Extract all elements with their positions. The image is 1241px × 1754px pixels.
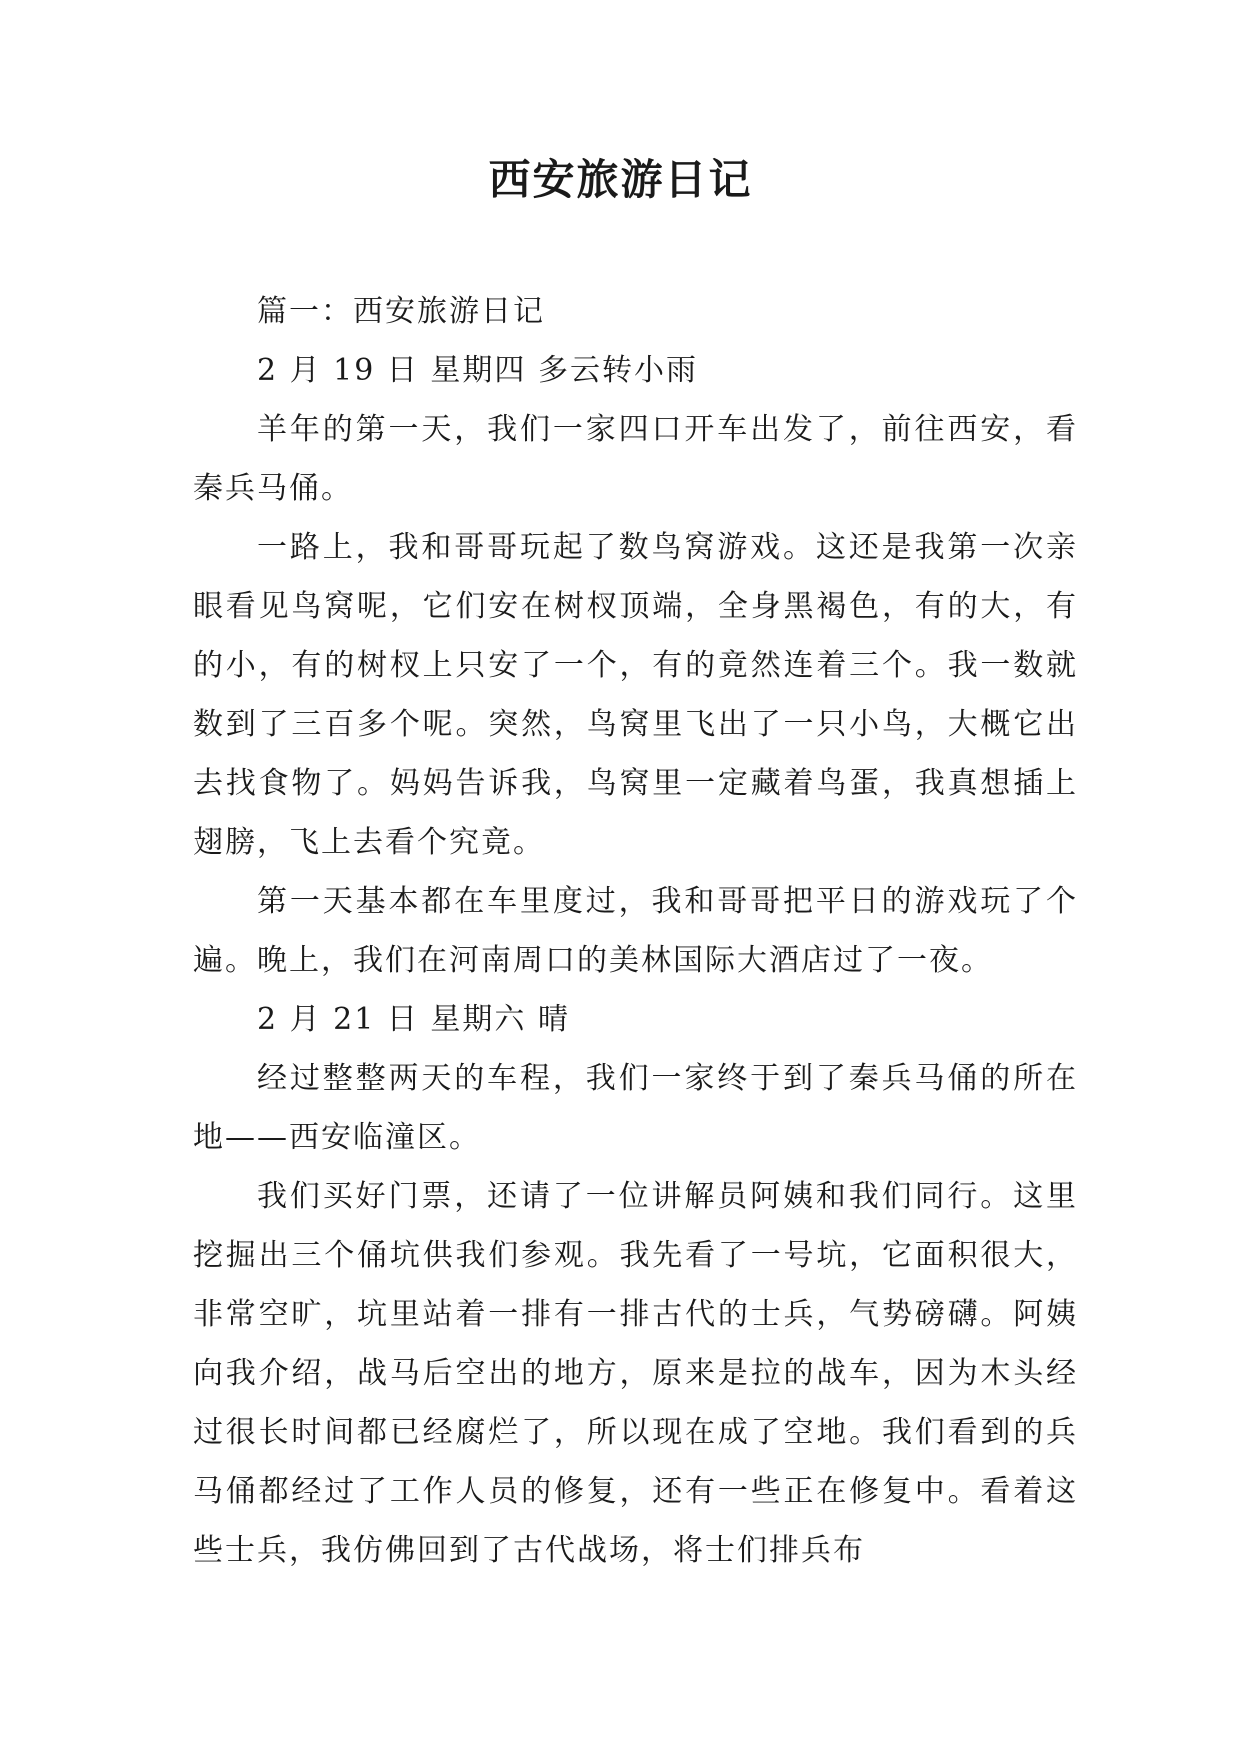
- document-body: [193, 282, 1078, 1580]
- paragraph: 第一天基本都在车里度过，我和哥哥把平日的游戏玩了个遍。晚上，我们在河南周口的美林国际大酒店过了一夜。: [193, 884, 1078, 978]
- diary-date-line: 2 月 21 日 星期六 晴: [257, 1002, 570, 1037]
- document-title: 西安旅游日记: [488, 155, 753, 204]
- paragraph: 羊年的第一天，我们一家四口开车出发了，前往西安，看秦兵马俑。: [193, 412, 1078, 506]
- diary-date-line: 2 月 19 日 星期四 多云转小雨: [257, 353, 698, 388]
- paragraph: 经过整整两天的车程，我们一家终于到了秦兵马俑的所在地——西安临潼区。: [193, 1061, 1078, 1155]
- paragraph: 我们买好门票，还请了一位讲解员阿姨和我们同行。这里挖掘出三个俑坑供我们参观。我先看了一号坑，它面积很大，非常空旷，坑里站着一排有一排古代的士兵，气势磅礴。阿姨向我介绍，战马后空出的地方，原来是拉的战车，因为木头经过很长时间都已经腐烂了，所以现在成了空地。我们看到的兵马俑都经过了工作人员的修复，还有一些正在修复中。看着这些士兵，我仿佛回到了古代战场，将士们排兵布: [193, 1179, 1078, 1568]
- paragraph: 一路上，我和哥哥玩起了数鸟窝游戏。这还是我第一次亲眼看见鸟窝呢，它们安在树杈顶端，全身黑褐色，有的大，有的小，有的树杈上只安了一个，有的竟然连着三个。我一数就数到了三百多个呢。突然，鸟窝里飞出了一只小鸟，大概它出去找食物了。妈妈告诉我，鸟窝里一定藏着鸟蛋，我真想插上翅膀，飞上去看个究竟。: [193, 530, 1078, 860]
- section-heading: 篇一：西安旅游日记: [257, 294, 545, 329]
